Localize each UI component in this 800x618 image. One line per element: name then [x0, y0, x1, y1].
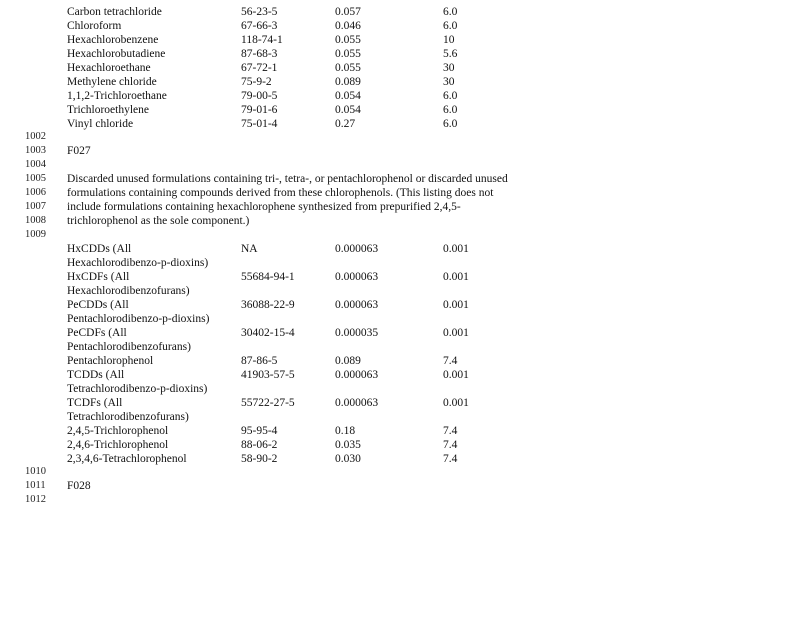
table-row-name-continued: Hexachlorodibenzo-p-dioxins): [67, 257, 209, 269]
table-row-name: TCDFs (All: [67, 397, 123, 409]
table-row-name: Hexachloroethane: [67, 62, 151, 74]
table-row-value-1: 0.089: [335, 76, 361, 88]
table-row-value-1: 0.18: [335, 425, 356, 437]
table-row-name: 2,4,6-Trichlorophenol: [67, 439, 169, 451]
line-number: 1002: [25, 131, 46, 142]
table-row-value-1: 0.055: [335, 62, 361, 74]
line-number: 1006: [25, 187, 46, 198]
table-row-value-2: 30: [443, 76, 455, 88]
table-row-name-continued: Tetrachlorodibenzo-p-dioxins): [67, 383, 208, 395]
table-row-cas: 67-72-1: [241, 62, 278, 74]
table-row-cas: 118-74-1: [241, 34, 283, 46]
table-row-name: Carbon tetrachloride: [67, 6, 162, 18]
table-row-name: 2,4,5-Trichlorophenol: [67, 425, 169, 437]
table-row-value-2: 30: [443, 62, 455, 74]
table-row-name-continued: Tetrachlorodibenzofurans): [67, 411, 189, 423]
waste-code-heading: F027: [67, 145, 91, 157]
description-line: formulations containing compounds derived from these chlorophenols. (This listing does not: [67, 187, 494, 199]
line-number: 1003: [25, 145, 46, 156]
table-row-value-2: 6.0: [443, 20, 458, 32]
line-number: 1010: [25, 466, 46, 477]
line-number: 1012: [25, 494, 46, 505]
table-row-cas: 87-86-5: [241, 355, 278, 367]
table-row-name: Hexachlorobenzene: [67, 34, 159, 46]
table-row-value-2: 6.0: [443, 118, 458, 130]
table-row-value-2: 5.6: [443, 48, 458, 60]
table-row-value-2: 7.4: [443, 425, 458, 437]
table-row-cas: 41903-57-5: [241, 369, 295, 381]
line-number: 1011: [25, 480, 46, 491]
table-row-cas: 58-90-2: [241, 453, 278, 465]
table-row-cas: 55722-27-5: [241, 397, 295, 409]
table-row-name: Pentachlorophenol: [67, 355, 154, 367]
table-row-value-2: 0.001: [443, 397, 469, 409]
table-row-value-1: 0.000063: [335, 271, 379, 283]
table-row-value-1: 0.035: [335, 439, 361, 451]
table-row-name: PeCDFs (All: [67, 327, 127, 339]
table-row-value-2: 10: [443, 34, 455, 46]
table-row-value-2: 0.001: [443, 369, 469, 381]
table-row-value-1: 0.000063: [335, 397, 379, 409]
table-row-cas: 30402-15-4: [241, 327, 295, 339]
table-row-name: HxCDFs (All: [67, 271, 130, 283]
table-row-cas: 87-68-3: [241, 48, 278, 60]
line-number: 1004: [25, 159, 46, 170]
table-row-value-1: 0.030: [335, 453, 361, 465]
table-row-value-1: 0.046: [335, 20, 361, 32]
table-row-value-2: 6.0: [443, 6, 458, 18]
description-line: include formulations containing hexachlorophene synthesized from prepurified 2,4,5-: [67, 201, 461, 213]
table-row-value-1: 0.054: [335, 90, 361, 102]
table-row-value-2: 0.001: [443, 271, 469, 283]
table-row-name: Hexachlorobutadiene: [67, 48, 166, 60]
table-row-cas: 75-9-2: [241, 76, 272, 88]
table-row-value-1: 0.27: [335, 118, 356, 130]
table-row-value-1: 0.000063: [335, 243, 379, 255]
table-row-value-1: 0.055: [335, 48, 361, 60]
table-row-cas: 56-23-5: [241, 6, 278, 18]
table-row-value-2: 7.4: [443, 355, 458, 367]
table-row-value-1: 0.054: [335, 104, 361, 116]
table-row-cas: 95-95-4: [241, 425, 278, 437]
table-row-cas: NA: [241, 243, 258, 255]
table-row-value-2: 7.4: [443, 453, 458, 465]
table-row-value-1: 0.000035: [335, 327, 379, 339]
table-row-cas: 79-00-5: [241, 90, 278, 102]
table-row-value-2: 0.001: [443, 299, 469, 311]
description-line: Discarded unused formulations containing tri-, tetra-, or pentachlorophenol or discarded unused: [67, 173, 508, 185]
table-row-name: PeCDDs (All: [67, 299, 129, 311]
table-row-name: HxCDDs (All: [67, 243, 132, 255]
table-row-value-2: 0.001: [443, 243, 469, 255]
line-number: 1007: [25, 201, 46, 212]
table-row-name: Chloroform: [67, 20, 122, 32]
table-row-value-1: 0.000063: [335, 299, 379, 311]
table-row-value-2: 6.0: [443, 104, 458, 116]
table-row-name: Methylene chloride: [67, 76, 157, 88]
description-line: trichlorophenol as the sole component.): [67, 215, 250, 227]
table-row-name-continued: Hexachlorodibenzofurans): [67, 285, 190, 297]
table-row-cas: 88-06-2: [241, 439, 278, 451]
line-number: 1009: [25, 229, 46, 240]
table-row-value-1: 0.000063: [335, 369, 379, 381]
table-row-value-1: 0.055: [335, 34, 361, 46]
table-row-name-continued: Pentachlorodibenzofurans): [67, 341, 191, 353]
table-row-name: 1,1,2-Trichloroethane: [67, 90, 167, 102]
table-row-cas: 79-01-6: [241, 104, 278, 116]
table-row-name: 2,3,4,6-Tetrachlorophenol: [67, 453, 187, 465]
table-row-name: TCDDs (All: [67, 369, 125, 381]
table-row-cas: 36088-22-9: [241, 299, 295, 311]
table-row-value-1: 0.057: [335, 6, 361, 18]
table-row-value-1: 0.089: [335, 355, 361, 367]
table-row-value-2: 6.0: [443, 90, 458, 102]
table-row-cas: 67-66-3: [241, 20, 278, 32]
table-row-cas: 75-01-4: [241, 118, 278, 130]
table-row-cas: 55684-94-1: [241, 271, 295, 283]
table-row-value-2: 7.4: [443, 439, 458, 451]
table-row-name-continued: Pentachlorodibenzo-p-dioxins): [67, 313, 210, 325]
table-row-value-2: 0.001: [443, 327, 469, 339]
line-number: 1008: [25, 215, 46, 226]
table-row-name: Trichloroethylene: [67, 104, 149, 116]
waste-code-heading: F028: [67, 480, 91, 492]
table-row-name: Vinyl chloride: [67, 118, 134, 130]
line-number: 1005: [25, 173, 46, 184]
